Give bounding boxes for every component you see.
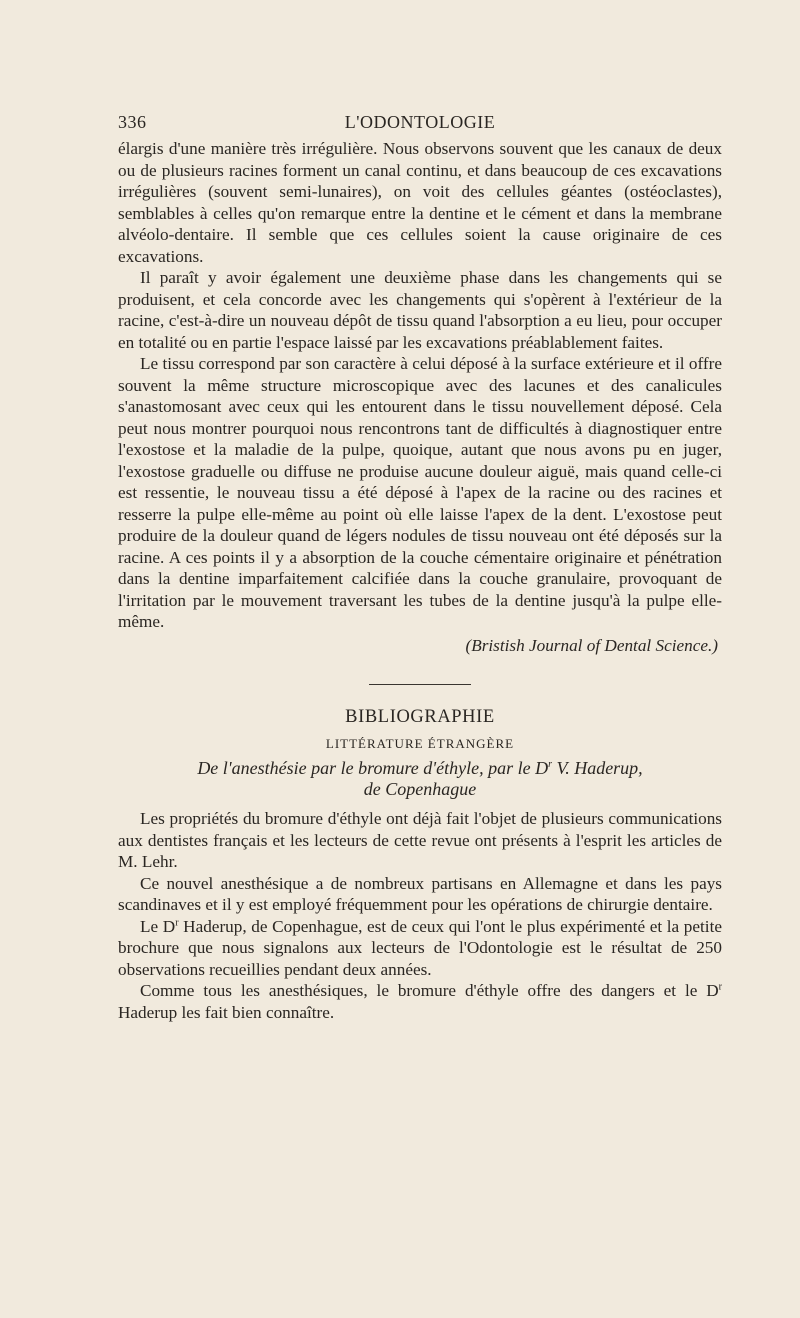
bibliography-paragraph-2: Ce nouvel anesthésique a de nombreux partisans en Allemagne et dans les pays scandinaves et il y est employé fréquemment pour les opérations de chirurgie dentaire. (118, 873, 722, 914)
paragraph-tissue: Le tissu correspond par son caractère à celui déposé à la surface extérieure et il offre souvent la même structure microscopique avec des lacunes et des canalicules s'anastomosant avec ceux qui les entourent dans le tissu nouvellement déposé. Cela peut nous montrer pourquoi nous rencontrons tant de difficultés à diagnostiquer entre l'exostose et la maladie de la pulpe, quoique, autant que nous avons pu en juger, l'exostose graduelle ou diffuse ne produise aucune douleur aiguë, mais quand celle-ci est ressentie, le nouveau tissu a été déposé à l'apex de la racine ou des racines et resserre la pulpe elle-même au point où elle laisse l'apex de la dent. L'exostose peut produire de la douleur quand de légers nodules de tissu nouveau ont été déposés sur la racine. A ces points il y a absorption de la couche cémentaire originaire et pénétration dans la dentine imparfaitement calcifiée dans la couche granulaire, provoquant de l'irritation par le mouvement traversant les tubes de la dentine jusqu'à la pulpe elle-même. (118, 354, 722, 631)
article-subtitle: de Copenhague (363, 779, 477, 799)
bibliography-paragraph-3-start: Le D (140, 916, 176, 936)
section-divider (369, 684, 471, 685)
page-header (118, 112, 722, 138)
bibliography-paragraph-4-start: Comme tous les anesthésiques, le bromure d'éthyle offre des dangers et le D (140, 981, 719, 1000)
article-title (118, 758, 722, 800)
source-citation: (Bristish Journal of Dental Science.) (465, 635, 718, 655)
bibliography-paragraph-4 (118, 980, 722, 1023)
article-title-sup: r (548, 759, 553, 770)
bibliography-title: BIBLIOGRAPHIE (345, 707, 495, 727)
page-number: 336 (118, 112, 147, 132)
paragraph-second-phase: Il paraît y avoir également une deuxième phase dans les changements qui se produisent, et cela concorde avec les changements qui s'opèrent à l'extérieur de la racine, c'est-à-dire un nouveau dépôt de tissu quand l'absorption a eu lieu, pour occuper en totalité ou en partie l'espace laissé par les excavations préablablement faites. (118, 268, 722, 352)
bibliography-paragraph-4-rest: Haderup les fait bien connaître. (118, 1002, 335, 1022)
article-title-author: V. Haderup, (552, 758, 643, 778)
running-title: L'ODONTOLOGIE (344, 112, 496, 132)
bibliography-paragraph-4-sup: r (718, 981, 722, 993)
document-page (118, 112, 722, 1023)
bibliography-paragraph-3-rest: Haderup, de Copenhague, est de ceux qui l'ont le plus expérimenté et la petite brochure que nous signalons aux lecteurs de l'Odontologie est le résultat de 250 observations recueillies pendant deux années. (118, 916, 722, 979)
bibliography-paragraph-1: Les propriétés du bromure d'éthyle ont déjà fait l'objet de plusieurs communications aux dentistes français et les lecteurs de cette revue ont présents à l'esprit les articles de M. Lehr. (118, 809, 722, 871)
article-title-text: De l'anesthésie par le bromure d'éthyle, par le D (197, 758, 549, 778)
bibliography-paragraph-3-sup: r (175, 916, 179, 928)
subsection-heading: LITTÉRATURE ÉTRANGÈRE (325, 736, 515, 751)
paragraph-continued: élargis d'une manière très irrégulière. Nous observons souvent que les canaux de deux ou de plusieurs racines forment un canal continu, et dans beaucoup de ces excavations irrégulières (souvent semi-lunaires), on voit des cellules géantes (ostéoclastes), semblables à celles qu'on remarque entre la dentine et le cément et dans la membrane alvéolo-dentaire. Il semble que ces cellules soient la cause originaire de ces excavations. (118, 139, 722, 266)
bibliography-paragraph-3 (118, 916, 722, 981)
